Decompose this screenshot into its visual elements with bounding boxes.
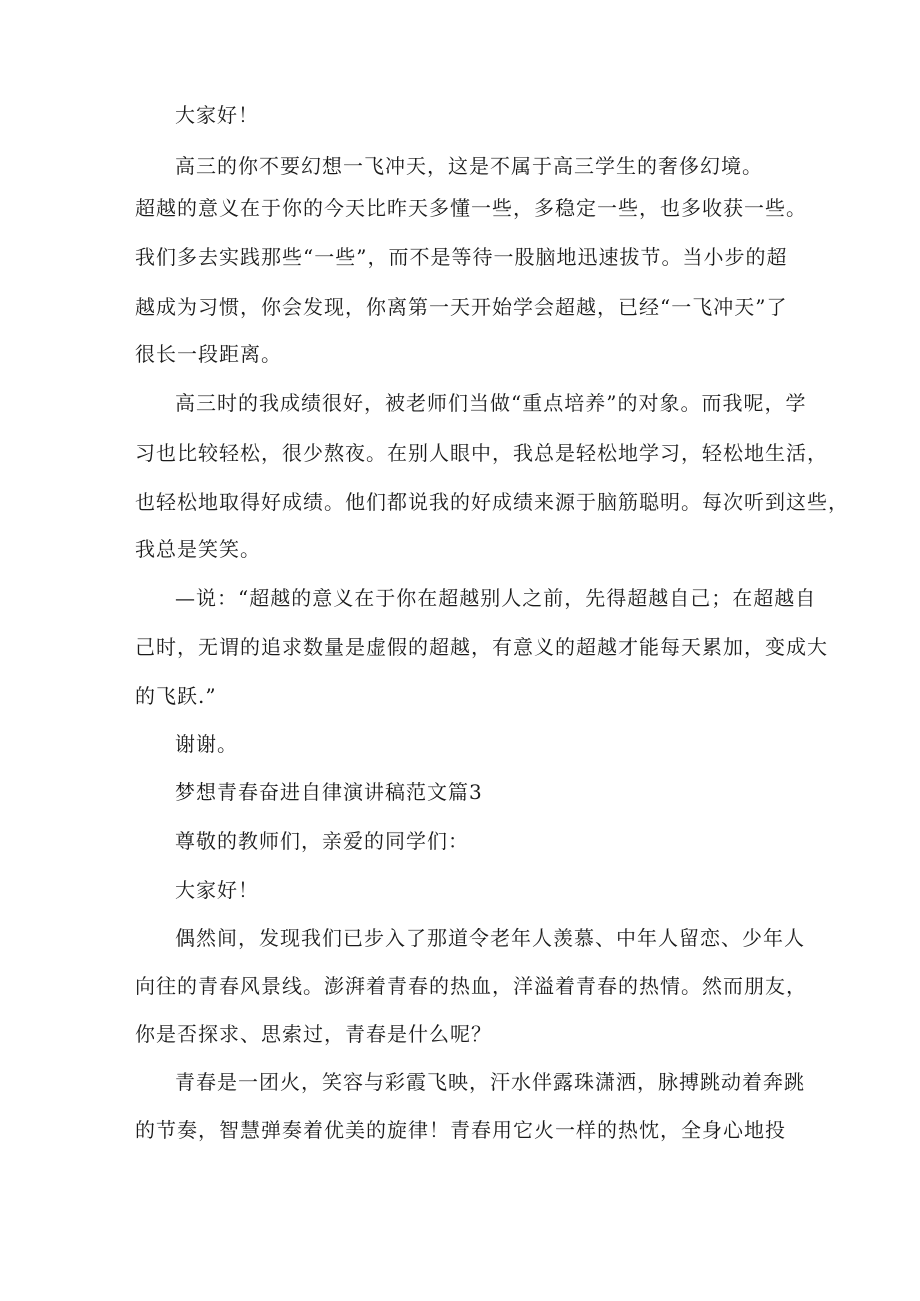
text-line-9: 也轻松地取得好成绩。他们都说我的好成绩来源于脑筋聪明。每次听到这些，	[135, 490, 849, 514]
text-line-19: 向往的青春风景线。澎湃着青春的热血，洋溢着青春的热情。然而朋友，	[135, 974, 807, 998]
text-line-6: 很长一段距离。	[135, 342, 282, 366]
text-line-1: 大家好！	[175, 103, 259, 127]
text-line-18: 偶然间，发现我们已步入了那道令老年人羡慕、中年人留恋、少年人	[175, 926, 805, 950]
text-line-21: 青春是一团火，笑容与彩霞飞映，汗水伴露珠潇洒，脉搏跳动着奔跳	[175, 1070, 805, 1094]
text-line-17: 大家好！	[175, 878, 259, 902]
section-heading: 梦想青春奋进自律演讲稿范文篇3	[175, 780, 483, 804]
text-line-7: 高三时的我成绩很好，被老师们当做“重点培养”的对象。而我呢，学	[175, 391, 807, 415]
text-line-11: —说：“超越的意义在于你在超越别人之前，先得超越自己；在超越自	[175, 586, 817, 610]
text-line-20: 你是否探求、思索过，青春是什么呢？	[135, 1022, 492, 1046]
text-line-5: 越成为习惯，你会发现，你离第一天开始学会超越，已经“一飞冲天”了	[135, 295, 788, 319]
text-line-10: 我总是笑笑。	[135, 537, 261, 561]
text-line-8: 习也比较轻松，很少熬夜。在别人眼中，我总是轻松地学习，轻松地生活，	[135, 441, 828, 465]
text-line-14: 谢谢。	[175, 732, 238, 756]
text-line-22: 的节奏，智慧弹奏着优美的旋律！青春用它火一样的热忱，全身心地投	[135, 1118, 786, 1142]
text-line-13: 的飞跃.”	[135, 684, 217, 708]
text-line-12: 己时，无谓的追求数量是虚假的超越，有意义的超越才能每天累加，变成大	[135, 635, 828, 659]
text-line-4: 我们多去实践那些“一些”，而不是等待一股脑地迅速拔节。当小步的超	[135, 245, 788, 269]
text-line-3: 超越的意义在于你的今天比昨天多懂一些，多稳定一些，也多收获一些。	[135, 196, 807, 220]
text-line-16: 尊敬的教师们，亲爱的同学们：	[175, 829, 469, 853]
text-line-2: 高三的你不要幻想一飞冲天，这是不属于高三学生的奢侈幻境。	[175, 154, 763, 178]
